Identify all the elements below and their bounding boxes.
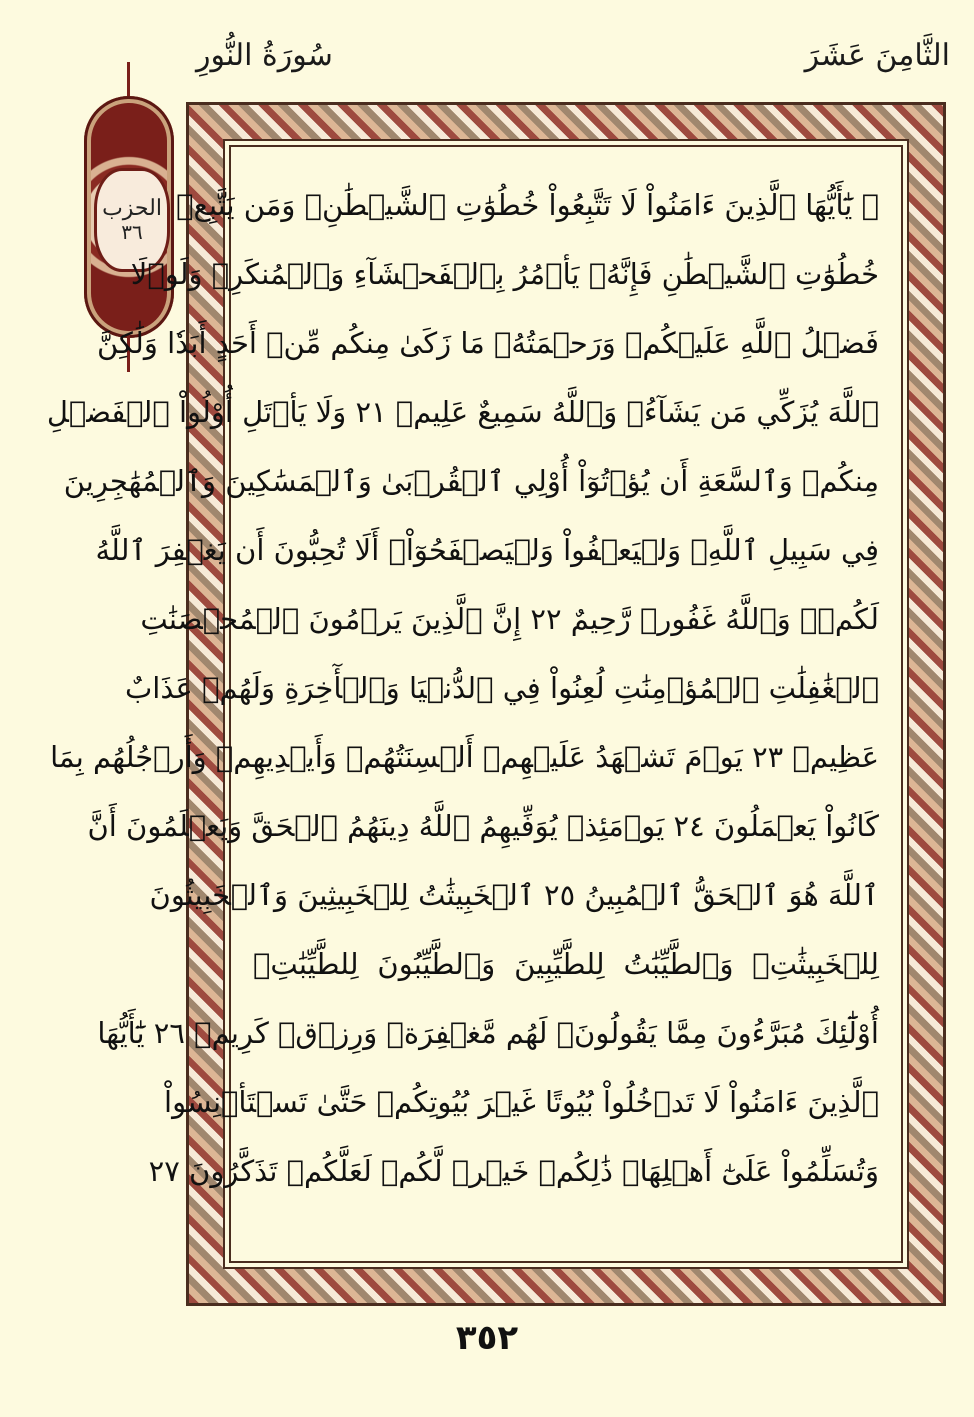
juz-name: الثَّامِنَ عَشَرَ [804, 38, 950, 73]
text-line-14: ٱلَّذِينَ ءَامَنُواْ لَا تَدۡخُلُواْ بُيُوتًا غَيۡرَ بُيُوتِكُمۡ حَتَّىٰ تَسۡتَأۡنِسُواْ [164, 1085, 879, 1119]
text-line-7: لَكُمۡۚ وَٱللَّهُ غَفُورٞ رَّحِيمٌ ٢٢ إِنَّ ٱلَّذِينَ يَرۡمُونَ ٱلۡمُحۡصَنَٰتِ [140, 602, 879, 636]
text-line-12: لِلۡخَبِيثَٰتِۖ وَٱلطَّيِّبَٰتُ لِلطَّيِّبِينَ وَٱلطَّيِّبُونَ لِلطَّيِّبَٰتِۚ [253, 947, 879, 981]
text-line-11: ٱللَّهَ هُوَ ٱلۡحَقُّ ٱلۡمُبِينُ ٢٥ ٱلۡخَبِيثَٰتُ لِلۡخَبِيثِينَ وَٱلۡخَبِيثُونَ [149, 878, 879, 912]
text-line-4: ٱللَّهَ يُزَكِّي مَن يَشَآءُۗ وَٱللَّهُ سَمِيعٌ عَلِيمٞ ٢١ وَلَا يَأۡتَلِ أُوْلُواْ ٱلۡفَضۡلِ [46, 395, 879, 429]
surah-name: سُورَةُ النُّورِ [196, 38, 333, 73]
text-line-3: فَضۡلُ ٱللَّهِ عَلَيۡكُمۡ وَرَحۡمَتُهُۥ مَا زَكَىٰ مِنكُم مِّنۡ أَحَدٍ أَبَدٗا وَلَٰكِنَّ [96, 326, 879, 360]
page-number: ٣٥٢ [455, 1318, 519, 1358]
text-line-6: فِي سَبِيلِ ٱللَّهِۖ وَلۡيَعۡفُواْ وَلۡيَصۡفَحُوٓاْۗ أَلَا تُحِبُّونَ أَن يَغۡفِرَ ٱللَّهُ [95, 533, 879, 567]
text-line-1: ۞ يَٰٓأَيُّهَا ٱلَّذِينَ ءَامَنُواْ لَا تَتَّبِعُواْ خُطُوَٰتِ ٱلشَّيۡطَٰنِۚ وَمَن يَتَّبِعۡ [176, 188, 879, 222]
hizb-stem-top [127, 62, 130, 100]
text-line-10: كَانُواْ يَعۡمَلُونَ ٢٤ يَوۡمَئِذٖ يُوَفِّيهِمُ ٱللَّهُ دِينَهُمُ ٱلۡحَقَّ وَيَعۡلَمُونَ أَنَّ [87, 809, 879, 843]
text-line-15: وَتُسَلِّمُواْ عَلَىٰٓ أَهۡلِهَاۚ ذَٰلِكُمۡ خَيۡرٞ لَّكُمۡ لَعَلَّكُمۡ تَذَكَّرُونَ ٢٧ [148, 1154, 879, 1188]
hizb-number: ٣٦ [121, 220, 143, 245]
text-line-13: أُوْلَٰٓئِكَ مُبَرَّءُونَ مِمَّا يَقُولُونَۖ لَهُم مَّغۡفِرَةٞ وَرِزۡقٞ كَرِيمٞ ٢٦ يَٰٓأَيُّهَا [97, 1016, 879, 1050]
text-line-2: خُطُوَٰتِ ٱلشَّيۡطَٰنِ فَإِنَّهُۥ يَأۡمُرُ بِٱلۡفَحۡشَآءِ وَٱلۡمُنكَرِۚ وَلَوۡلَا [130, 257, 879, 291]
text-line-5: مِنكُمۡ وَٱلسَّعَةِ أَن يُؤۡتُوٓاْ أُوْلِي ٱلۡقُرۡبَىٰ وَٱلۡمَسَٰكِينَ وَٱلۡمُهَٰجِرِينَ [63, 464, 879, 498]
text-line-9: عَظِيمٞ ٢٣ يَوۡمَ تَشۡهَدُ عَلَيۡهِمۡ أَلۡسِنَتُهُمۡ وَأَيۡدِيهِمۡ وَأَرۡجُلُهُم بِمَا [50, 740, 879, 774]
hizb-label: الحزب [102, 195, 162, 221]
text-line-8: ٱلۡغَٰفِلَٰتِ ٱلۡمُؤۡمِنَٰتِ لُعِنُواْ فِي ٱلدُّنۡيَا وَٱلۡأٓخِرَةِ وَلَهُمۡ عَذَابٌ [124, 671, 879, 705]
